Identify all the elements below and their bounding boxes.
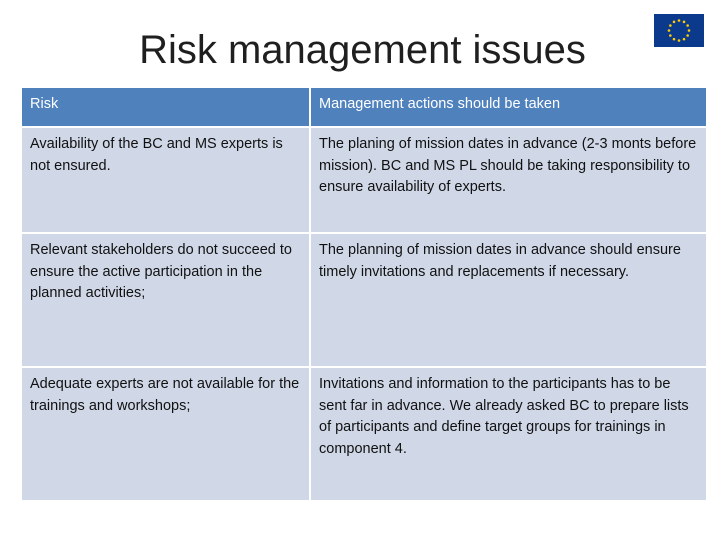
- eu-star: [678, 39, 681, 42]
- eu-star: [683, 38, 686, 41]
- action-cell: Invitations and information to the participants has to be sent far in advance. We already asked BC to prepare lists of participants and define target groups for trainings in component 4.: [310, 367, 707, 501]
- eu-star: [673, 38, 676, 41]
- eu-star: [686, 34, 689, 37]
- action-cell: The planing of mission dates in advance (2-3 monts before mission). BC and MS PL should be taking responsibility to ensure availability of experts.: [310, 127, 707, 233]
- table-row: [21, 367, 707, 501]
- slide-title: Risk management issues: [139, 28, 586, 72]
- header-management-actions: Management actions should be taken: [310, 87, 707, 127]
- risk-cell: Adequate experts are not available for the trainings and workshops;: [21, 367, 310, 501]
- eu-star: [669, 34, 672, 37]
- eu-star: [678, 19, 681, 22]
- eu-star: [673, 21, 676, 24]
- eu-star: [668, 29, 671, 32]
- eu-star: [669, 24, 672, 27]
- header-risk: Risk: [21, 87, 310, 127]
- table-row: [21, 127, 707, 233]
- eu-flag-icon: [654, 14, 704, 47]
- risk-cell: Relevant stakeholders do not succeed to ensure the active participation in the planned activities;: [21, 233, 310, 367]
- risk-cell: Availability of the BC and MS experts is not ensured.: [21, 127, 310, 233]
- table-header-row: [21, 87, 707, 127]
- risk-table: [20, 86, 708, 502]
- eu-star: [686, 24, 689, 27]
- eu-star: [688, 29, 691, 32]
- eu-star: [683, 21, 686, 24]
- table-row: [21, 233, 707, 367]
- action-cell: The planning of mission dates in advance should ensure timely invitations and replacements if necessary.: [310, 233, 707, 367]
